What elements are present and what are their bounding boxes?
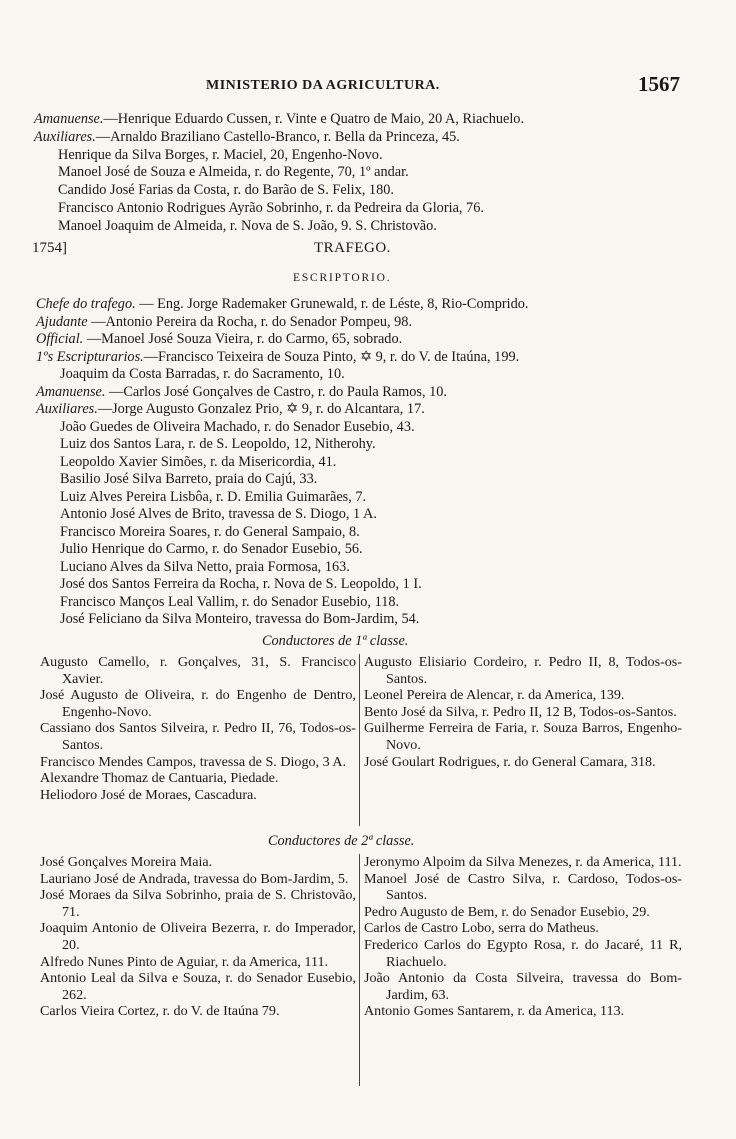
page-header [40,68,680,98]
entry-text: Julio Henrique do Carmo, r. do Senador Eusebio, 56. [60,541,363,557]
entry-text: Joaquim da Costa Barradas, r. do Sacramento, 10. [60,366,345,382]
entry-text: Francisco Antonio Rodrigues Ayrão Sobrinho, r. da Pedreira da Gloria, 76. [58,200,484,216]
entry-line [34,111,524,128]
entry-text: Henrique da Silva Borges, r. Maciel, 20, Engenho-Novo. [58,146,383,163]
role-label: Amanuense. [36,383,106,400]
entry-line [60,454,336,471]
entry-text: —Arnaldo Braziliano Castello-Branco, r. Bella da Princeza, 45. [95,128,460,145]
entry-text: Luiz Alves Pereira Lisbôa, r. D. Emilia Guimarães, 7. [60,488,367,505]
conductor-entry: Francisco Mendes Campos, travessa de S. Diogo, 3 A. [40,753,347,770]
entry-line [60,489,366,506]
entry-line [58,164,409,181]
running-title: MINISTERIO DA AGRICULTURA. [206,78,440,93]
conductor-entry: Pedro Augusto de Bem, r. do Senador Eusebio, 29. [364,903,650,920]
conductor-entry: Carlos de Castro Lobo, serra do Matheus. [364,920,599,937]
role-label: Amanuense. [34,111,104,127]
conductor-entry: Guilherme Ferreira de Faria, r. Souza Barros, Engenho-Novo. [364,720,682,753]
entry-text: Antonio José Alves de Brito, travessa de S. Diogo, 1 A. [60,506,377,522]
entry-line [60,366,345,383]
class1-heading: Conductores de 1ª classe. [262,633,409,649]
entry-line [58,147,383,164]
class2-right-column [364,854,682,1020]
section-title: TRAFEGO. [314,240,391,256]
page-number: 1567 [638,72,680,96]
entry-line [60,594,399,611]
conductor-entry: Carlos Vieira Cortez, r. do V. de Itaúna 79. [40,1003,280,1020]
entry-line [36,384,447,401]
role-label: Auxiliares. [36,401,98,417]
class2-heading: Conductores de 2ª classe. [268,833,415,849]
entry-text: Basilio José Silva Barreto, praia do Cajú, 33. [60,471,318,487]
entry-line [34,129,460,146]
column-divider [359,854,360,1086]
entry-text: Luiz dos Santos Lara, r. de S. Leopoldo, 12, Nitherohy. [60,436,376,452]
entry-text: Leopoldo Xavier Simões, r. da Misericordia, 41. [60,453,337,470]
role-label: Auxiliares. [34,128,96,145]
conductor-entry: Heliodoro José de Moraes, Cascadura. [40,786,257,803]
role-label: 1ºs Escripturarios. [36,348,144,365]
role-label: Ajudante [36,313,88,330]
class1-right-column [364,654,682,770]
entry-text: Francisco Manços Leal Vallim, r. do Senador Eusebio, 118. [60,593,400,610]
column-divider [359,654,360,826]
entry-line [36,296,529,313]
entry-line [60,506,377,523]
conductor-entry: José Moraes da Silva Sobrinho, praia de S. Christovão, 71. [40,887,356,920]
conductor-entry: Frederico Carlos do Egypto Rosa, r. do Jacaré, 11 R, Riachuelo. [364,936,682,970]
entry-text: — Eng. Jorge Rademaker Grunewald, r. de Léste, 8, Rio-Comprido. [135,296,529,312]
entry-text: —Jorge Augusto Gonzalez Prio, ✡ 9, r. do Alcantara, 17. [97,401,425,417]
conductor-entry: João Antonio da Costa Silveira, travessa do Bom-Jardim, 63. [364,970,682,1003]
entry-text: Manoel José de Souza e Almeida, r. do Regente, 70, 1º andar. [58,164,409,181]
conductor-entry: Augusto Camello, r. Gonçalves, 31, S. Francisco Xavier. [40,654,356,687]
entry-text: Luciano Alves da Silva Netto, praia Formosa, 163. [60,558,350,575]
role-label: Chefe do trafego. [36,296,136,312]
entry-line [36,331,402,348]
class1-left-column [40,654,356,803]
entry-line [60,576,422,593]
entry-text: —Manoel José Souza Vieira, r. do Carmo, 65, sobrado. [83,331,403,347]
entry-line [60,419,415,436]
entry-text: José Feliciano da Silva Monteiro, travessa do Bom-Jardim, 54. [60,611,420,627]
conductor-entry: Alfredo Nunes Pinto de Aguiar, r. da America, 111. [40,953,329,970]
conductor-entry: Antonio Gomes Santarem, r. da America, 113. [364,1003,625,1020]
entry-line [36,349,519,366]
entry-text: —Carlos José Gonçalves de Castro, r. do Paula Ramos, 10. [105,383,447,400]
conductor-entry: Alexandre Thomaz de Cantuaria, Piedade. [40,770,279,787]
class2-left-column [40,854,356,1020]
entry-text: —Antonio Pereira da Rocha, r. do Senador Pompeu, 98. [87,313,413,330]
conductor-entry: Augusto Elisiario Cordeiro, r. Pedro II, 8, Todos-os-Santos. [364,654,682,687]
entry-line [60,611,419,628]
role-label: Official. [36,331,84,347]
entry-line [60,541,363,558]
conductor-entry: José Goulart Rodrigues, r. do General Camara, 318. [364,753,656,770]
entry-line [58,200,484,217]
subsection-title: ESCRIPTORIO. [293,272,392,284]
entry-line [58,182,394,199]
entry-text: —Henrique Eduardo Cussen, r. Vinte e Quatro de Maio, 20 A, Riachuelo. [103,111,525,127]
entry-line [60,559,350,576]
section-number: 1754] [32,240,67,256]
entry-text: Candido José Farias da Costa, r. do Barão de S. Felix, 180. [58,182,394,199]
section-heading [32,240,682,262]
conductor-entry: José Augusto de Oliveira, r. do Engenho de Dentro, Engenho-Novo. [40,687,356,720]
conductor-entry: Cassiano dos Santos Silveira, r. Pedro II, 76, Todos-os-Santos. [40,720,356,753]
entry-line [60,524,360,541]
entry-text: Manoel Joaquim de Almeida, r. Nova de S. João, 9. S. Christovão. [58,217,437,234]
conductor-entry: José Gonçalves Moreira Maia. [40,854,213,870]
entry-text: —Francisco Teixeira de Souza Pinto, ✡ 9, r. do V. de Itaúna, 199. [143,348,520,365]
entry-text: Francisco Moreira Soares, r. do General Sampaio, 8. [60,523,360,540]
entry-line [58,218,437,235]
entry-text: João Guedes de Oliveira Machado, r. do Senador Eusebio, 43. [60,418,415,435]
conductor-entry: Manoel José de Castro Silva, r. Cardoso, Todos-os-Santos. [364,870,682,904]
conductor-entry: Jeronymo Alpoim da Silva Menezes, r. da America, 111. [364,854,682,870]
entry-line [60,471,317,488]
conductor-entry: Antonio Leal da Silva e Souza, r. do Senador Eusebio, 262. [40,970,356,1003]
conductor-entry: Lauriano José de Andrada, travessa do Bom-Jardim, 5. [40,870,349,887]
entry-line [36,314,412,331]
conductor-entry: Joaquim Antonio de Oliveira Bezerra, r. do Imperador, 20. [40,920,356,953]
entry-line [60,436,376,453]
entry-line [36,401,425,418]
conductor-entry: Bento José da Silva, r. Pedro II, 12 B, Todos-os-Santos. [364,703,677,720]
conductor-entry: Leonel Pereira de Alencar, r. da America, 139. [364,687,625,704]
entry-text: José dos Santos Ferreira da Rocha, r. Nova de S. Leopoldo, 1 I. [60,576,422,592]
